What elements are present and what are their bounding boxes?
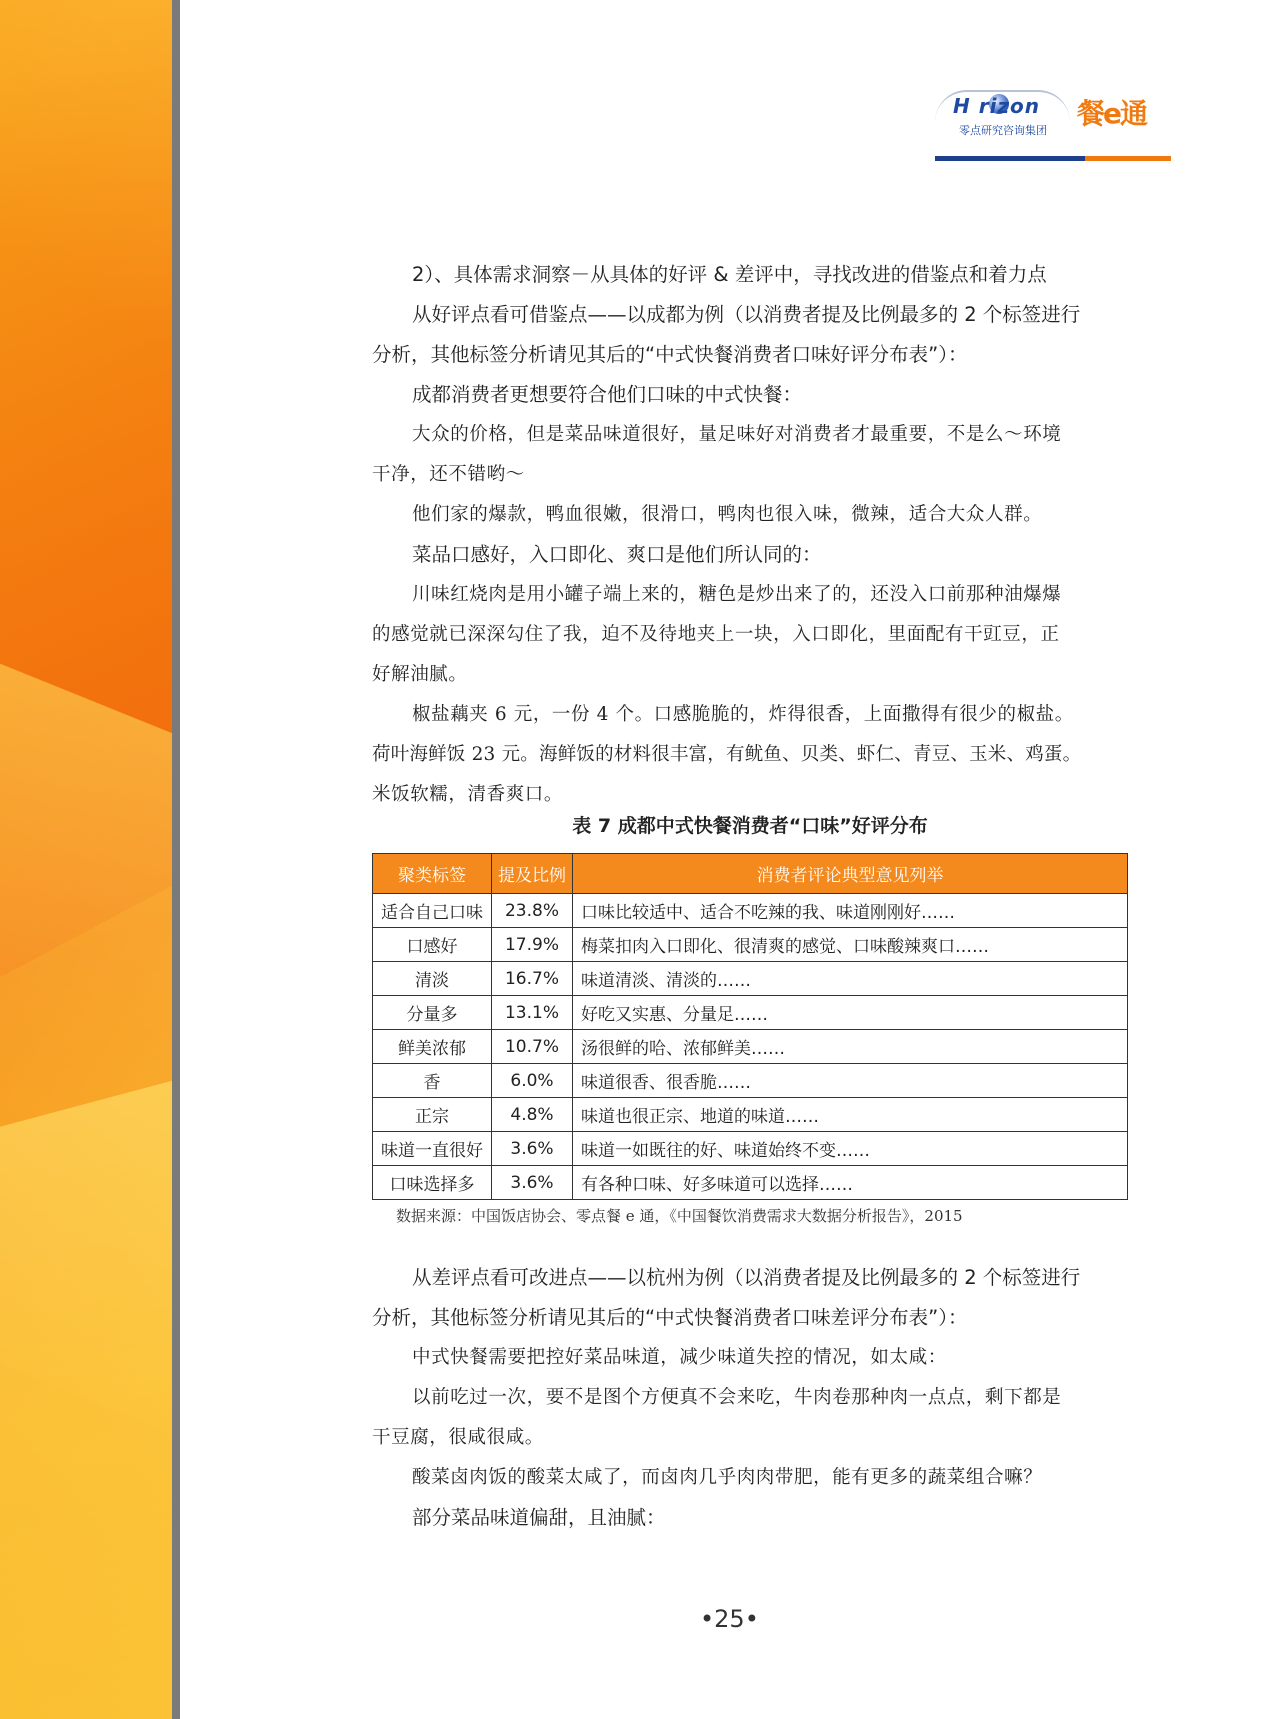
tag-cell: 口感好 [373,928,492,962]
quote-paragraph: 的感觉就已深深勾住了我，迫不及待地夹上一块，入口即化，里面配有干豇豆，正 [372,624,1060,645]
tag-cell: 香 [373,1064,492,1098]
tag-cell: 鲜美浓郁 [373,1030,492,1064]
quote-paragraph: 干豆腐，很咸很咸。 [372,1427,544,1448]
table-source-note: 数据来源：中国饭店协会、零点餐 e 通，《中国餐饮消费需求大数据分析报告》，2015 [396,1207,963,1225]
tag-cell: 味道一直很好 [373,1132,492,1166]
page-number: •25• [700,1605,759,1633]
comment-cell: 味道很香、很香脆…… [573,1064,1128,1098]
horizon-logo [935,88,1075,138]
header-rule [935,156,1085,161]
table-header-cell: 提及比例 [492,854,573,894]
quote-paragraph: 大众的价格，但是菜品味道很好，量足味好对消费者才最重要，不是么～环境 [412,424,1062,445]
comment-cell: 口味比较适中、适合不吃辣的我、味道刚刚好…… [573,894,1128,928]
comment-cell: 汤很鲜的哈、浓郁鲜美…… [573,1030,1128,1064]
table-row [373,894,1128,928]
quote-paragraph: 酸菜卤肉饭的酸菜太咸了，而卤肉几乎肉肉带肥，能有更多的蔬菜组合嘛？ [412,1467,1043,1488]
table-row [373,1064,1128,1098]
comment-cell: 有各种口味、好多味道可以选择…… [573,1166,1128,1200]
tag-cell: 清淡 [373,962,492,996]
body-paragraph: 分析，其他标签分析请见其后的“中式快餐消费者口味差评分布表”）： [372,1306,968,1329]
quote-paragraph: 好解油腻。 [372,664,468,685]
side-facet [0,1073,172,1719]
ratio-cell: 23.8% [492,894,573,928]
ratio-cell: 16.7% [492,962,573,996]
tag-cell: 口味选择多 [373,1166,492,1200]
body-paragraph: 部分菜品味道偏甜，且油腻： [412,1506,666,1529]
side-rule [172,0,180,1719]
section-heading: 2）、具体需求洞察－从具体的好评 & 差评中，寻找改进的借鉴点和着力点 [412,263,1047,286]
table-row [373,1030,1128,1064]
ratio-cell: 17.9% [492,928,573,962]
table-caption: 表 7 成都中式快餐消费者“口味”好评分布 [572,815,928,837]
quote-paragraph: 干净，还不错哟～ [372,464,525,485]
quote-paragraph: 川味红烧肉是用小罐子端上来的，糖色是炒出来了的，还没入口前那种油爆爆 [412,584,1062,605]
body-paragraph: 成都消费者更想要符合他们口味的中式快餐： [412,383,803,406]
table-header-cell: 聚类标签 [373,854,492,894]
rating-table [372,853,1128,1200]
body-paragraph: 从好评点看可借鉴点——以成都为例（以消费者提及比例最多的 2 个标签进行 [412,303,1081,326]
tag-cell: 正宗 [373,1098,492,1132]
tag-cell: 分量多 [373,996,492,1030]
table-row [373,1132,1128,1166]
ratio-cell: 4.8% [492,1098,573,1132]
side-decor-band [0,0,172,1719]
ratio-cell: 13.1% [492,996,573,1030]
ratio-cell: 10.7% [492,1030,573,1064]
comment-cell: 味道一如既往的好、味道始终不变…… [573,1132,1128,1166]
comment-cell: 味道也很正宗、地道的味道…… [573,1098,1128,1132]
ratio-cell: 3.6% [492,1166,573,1200]
table-row [373,928,1128,962]
quote-paragraph: 荷叶海鲜饭 23 元。海鲜饭的材料很丰富，有鱿鱼、贝类、虾仁、青豆、玉米、鸡蛋。 [372,744,1082,765]
quote-paragraph: 椒盐藕夹 6 元，一份 4 个。口感脆脆的，炸得很香，上面撒得有很少的椒盐。 [412,704,1074,725]
body-paragraph: 分析，其他标签分析请见其后的“中式快餐消费者口味好评分布表”）： [372,343,968,366]
ratio-cell: 3.6% [492,1132,573,1166]
comment-cell: 好吃又实惠、分量足…… [573,996,1128,1030]
ratio-cell: 6.0% [492,1064,573,1098]
horizon-logo-subtitle: 零点研究咨询集团 [959,124,1047,137]
table-header-cell: 消费者评论典型意见列举 [573,854,1128,894]
header-rule [1085,156,1171,161]
table-row [373,1098,1128,1132]
table-header-row [373,854,1128,894]
table-row [373,996,1128,1030]
quote-paragraph: 他们家的爆款，鸭血很嫩，很滑口，鸭肉也很入味，微辣，适合大众人群。 [412,504,1043,525]
table-row [373,1166,1128,1200]
ecanyin-logo: 餐e通 [1077,97,1146,130]
comment-cell: 味道清淡、清淡的…… [573,962,1128,996]
quote-paragraph: 中式快餐需要把控好菜品味道，减少味道失控的情况，如太咸： [412,1347,947,1368]
comment-cell: 梅菜扣肉入口即化、很清爽的感觉、口味酸辣爽口…… [573,928,1128,962]
quote-paragraph: 以前吃过一次，要不是图个方便真不会来吃，牛肉卷那种肉一点点，剩下都是 [412,1387,1062,1408]
body-paragraph: 从差评点看可改进点——以杭州为例（以消费者提及比例最多的 2 个标签进行 [412,1266,1081,1289]
tag-cell: 适合自己口味 [373,894,492,928]
quote-paragraph: 米饭软糯，清香爽口。 [372,784,564,805]
horizon-logo-text: H rizon [953,94,1041,118]
body-paragraph: 菜品口感好，入口即化、爽口是他们所认同的： [412,543,822,566]
table-row [373,962,1128,996]
